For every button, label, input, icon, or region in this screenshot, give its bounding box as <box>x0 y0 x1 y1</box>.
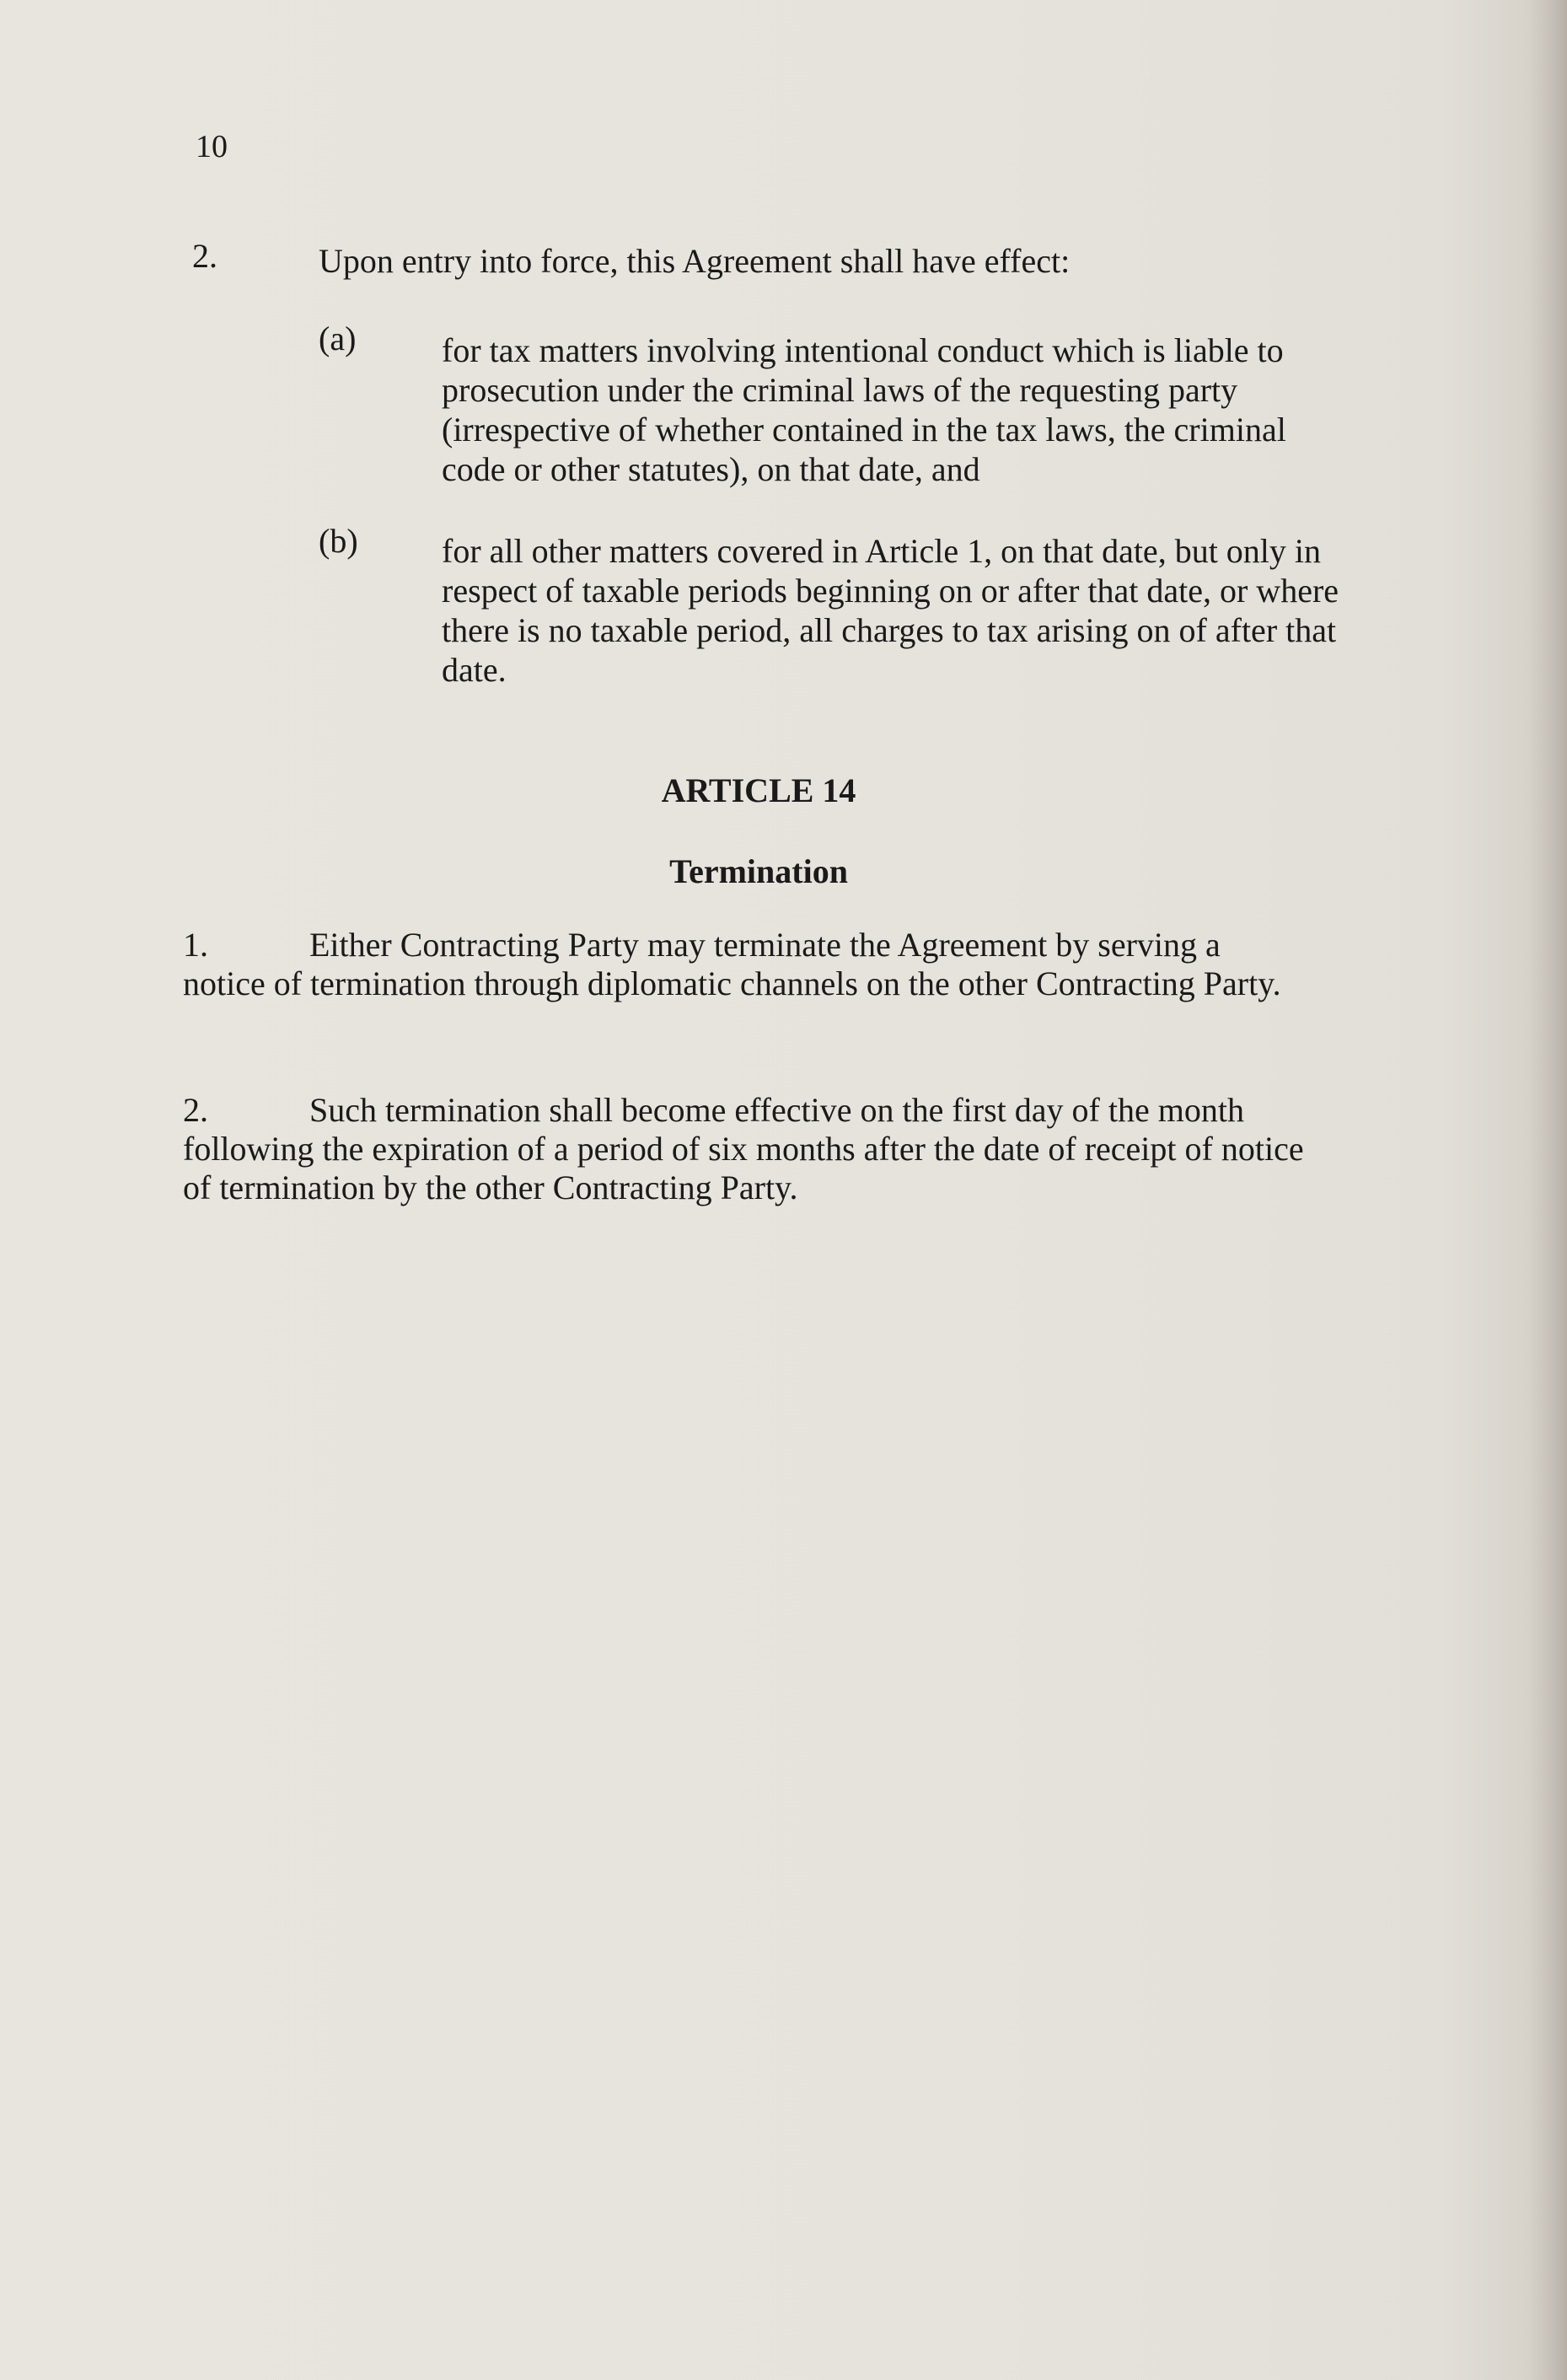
body-paragraph-text: Such termination shall become effective on the first day of the month following the expiration of a period of six months after the date of receipt of notice of termination by the other Contracting Party. <box>183 1091 1304 1206</box>
subparagraph-text-b: for all other matters covered in Article 1, on that date, but only in respect of taxable periods beginning on or after that date, or where there is no taxable period, all charges to tax arising on of after that date. <box>442 532 1339 689</box>
page-number: 10 <box>196 129 228 164</box>
body-paragraph-2 <box>183 1091 1304 1207</box>
body-paragraph-number: 1. <box>183 926 208 964</box>
body-paragraph-text: Either Contracting Party may terminate the Agreement by serving a notice of termination through diplomatic channels on the other Contracting Party. <box>183 926 1281 1002</box>
binding-shadow <box>1528 0 1567 2380</box>
paragraph-number: 2. <box>192 237 217 275</box>
article-heading: ARTICLE 14 <box>661 771 856 809</box>
body-paragraph-1 <box>183 926 1304 1003</box>
paragraph-intro-text: Upon entry into force, this Agreement shall have effect: <box>319 242 1071 280</box>
subparagraph-label-b: (b) <box>319 522 358 560</box>
body-paragraph-number: 2. <box>183 1091 208 1129</box>
subparagraph-label-a: (a) <box>319 320 357 357</box>
subparagraph-text-a: for tax matters involving intentional conduct which is liable to prosecution under the criminal laws of the requesting party (irrespective of whether contained in the tax laws, the criminal code or other statutes), on that date, and <box>442 331 1286 488</box>
article-subheading: Termination <box>669 852 848 890</box>
